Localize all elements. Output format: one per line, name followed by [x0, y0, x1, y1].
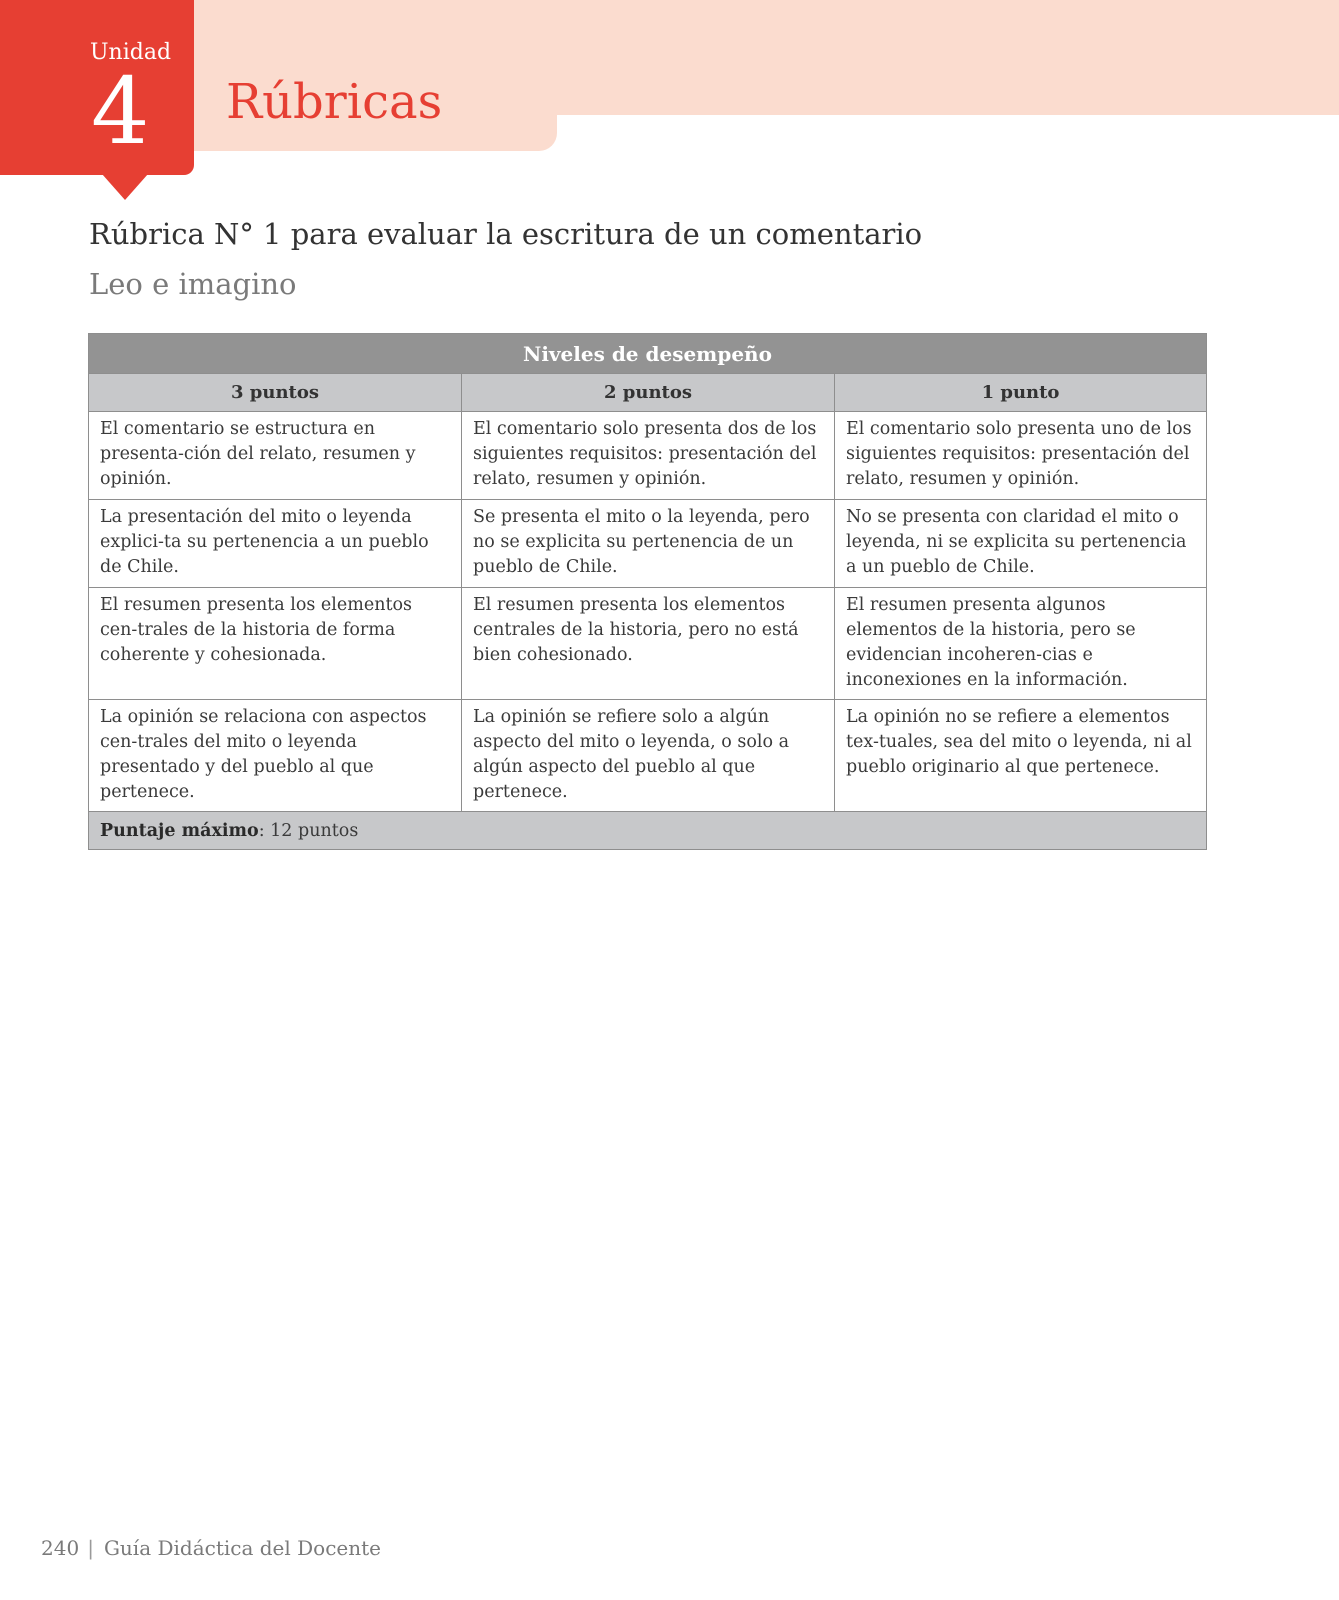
levels-header: Niveles de desempeño	[89, 334, 1207, 374]
table-cell: El comentario solo presenta uno de los siguientes requisitos: presentación del relato, resumen y opinión.	[835, 412, 1207, 500]
unit-label: Unidad	[90, 40, 172, 65]
table-cell: El comentario solo presenta dos de los siguientes requisitos: presentación del relato, resumen y opinión.	[462, 412, 835, 500]
section-title: Rúbricas	[226, 74, 443, 130]
max-score-row	[89, 812, 1207, 850]
rubric-subtitle: Leo e imagino	[89, 267, 297, 301]
table-cell: La opinión no se refiere a elementos tex-tuales, sea del mito o leyenda, ni al pueblo originario al que pertenece.	[835, 700, 1207, 812]
footer-separator: |	[87, 1536, 94, 1560]
book-title: Guía Didáctica del Docente	[103, 1536, 382, 1560]
unit-tab-pointer	[102, 174, 148, 200]
table-cell: No se presenta con claridad el mito o leyenda, ni se explicita su pertenencia a un pueblo de Chile.	[835, 500, 1207, 588]
table-row	[89, 500, 1207, 588]
max-score-value: : 12 puntos	[258, 820, 359, 841]
max-score-label: Puntaje máximo	[100, 820, 259, 841]
table-row	[89, 700, 1207, 812]
rubric-table	[88, 333, 1207, 850]
table-cell: La presentación del mito o leyenda explici-ta su pertenencia a un pueblo de Chile.	[89, 500, 462, 588]
column-header: 3 puntos	[89, 374, 462, 412]
page-footer	[41, 1536, 381, 1560]
page-number: 240	[41, 1536, 80, 1560]
table-cell: El comentario se estructura en presenta-ción del relato, resumen y opinión.	[89, 412, 462, 500]
table-row	[89, 412, 1207, 500]
rubric-title: Rúbrica N° 1 para evaluar la escritura de un comentario	[89, 217, 923, 251]
table-cell: El resumen presenta los elementos cen-trales de la historia de forma coherente y cohesionada.	[89, 588, 462, 700]
column-header: 2 puntos	[462, 374, 835, 412]
unit-number: 4	[91, 58, 150, 165]
table-row	[89, 588, 1207, 700]
table-cell: Se presenta el mito o la leyenda, pero no se explicita su pertenencia de un pueblo de Chile.	[462, 500, 835, 588]
unit-tab	[0, 0, 194, 175]
table-cell: El resumen presenta algunos elementos de la historia, pero se evidencian incoheren-cias e inconexiones en la información.	[835, 588, 1207, 700]
table-cell: La opinión se relaciona con aspectos cen-trales del mito o leyenda presentado y del pueblo al que pertenece.	[89, 700, 462, 812]
table-cell: El resumen presenta los elementos centrales de la historia, pero no está bien cohesionado.	[462, 588, 835, 700]
table-cell: La opinión se refiere solo a algún aspecto del mito o leyenda, o solo a algún aspecto del pueblo al que pertenece.	[462, 700, 835, 812]
column-header: 1 punto	[835, 374, 1207, 412]
